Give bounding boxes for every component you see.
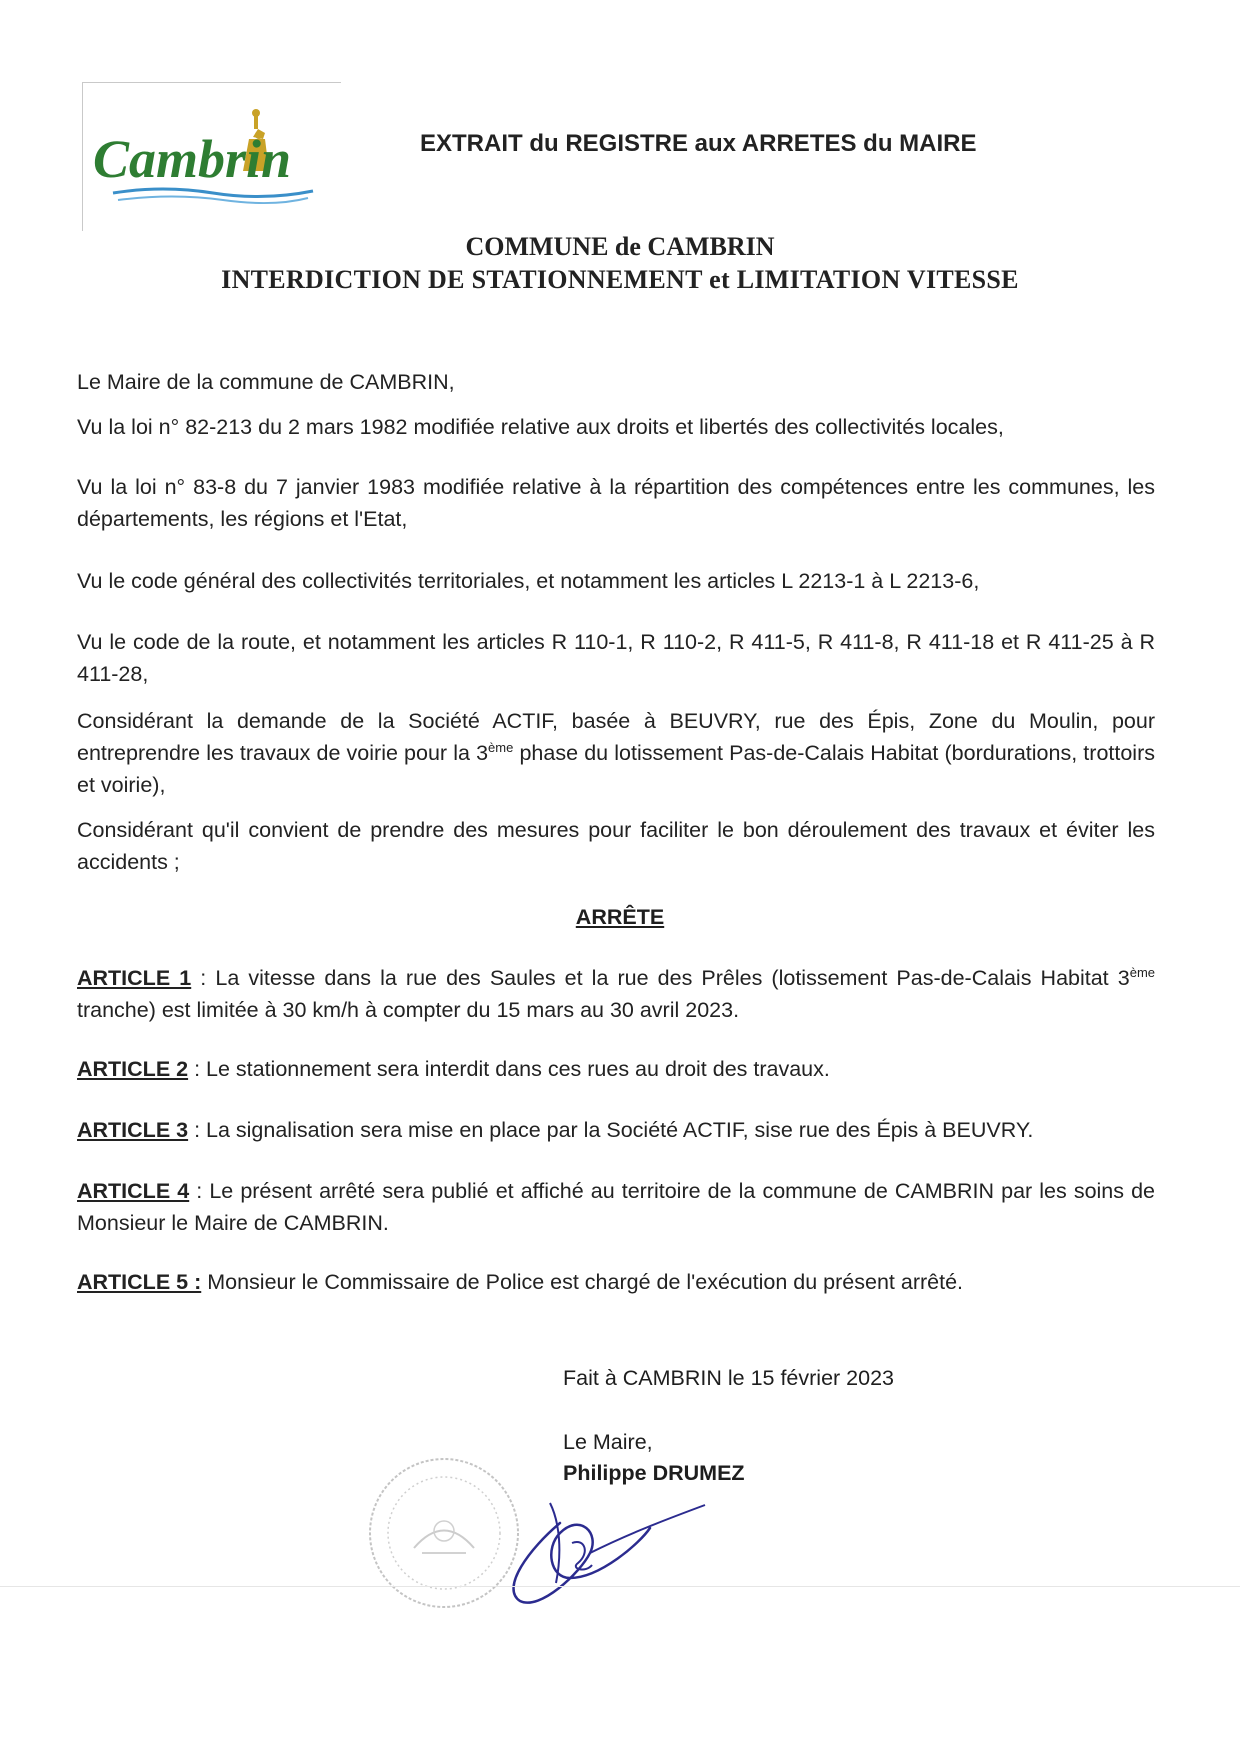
article-4-text: Le présent arrêté sera publié et affiché au territoire de la commune de CAMBRIN par les soins de Monsieur le Maire de CAMBRIN. [77, 1179, 1156, 1235]
article-3-label: ARTICLE 3 [77, 1118, 189, 1142]
article-1-separator: : [191, 966, 216, 990]
article-4-separator: : [189, 1179, 210, 1203]
article-1-label: ARTICLE 1 [77, 966, 192, 990]
article-1-superscript: ème [1129, 964, 1156, 980]
article-5-text: Monsieur le Commissaire de Police est chargé de l'exécution du présent arrêté. [207, 1270, 964, 1294]
article-3-text: La signalisation sera mise en place par la Société ACTIF, sise rue des Épis à BEUVRY. [206, 1118, 1034, 1142]
article-5-label: ARTICLE 5 : [77, 1270, 202, 1294]
article-4-label: ARTICLE 4 [77, 1179, 190, 1203]
article-2-label: ARTICLE 2 [77, 1057, 189, 1081]
maire-role: Le Maire, [563, 1430, 653, 1454]
article-1-text-b: tranche) est limitée à 30 km/h à compter du 15 mars au 30 avril 2023. [77, 998, 740, 1022]
article-1-text-a: La vitesse dans la rue des Saules et la rue des Prêles (lotissement Pas-de-Calais Habitat 3 [215, 966, 1130, 990]
preamble-mesures: Considérant qu'il convient de prendre des mesures pour faciliter le bon déroulement des travaux et éviter les accidents ; [77, 818, 1155, 874]
article-1 [77, 962, 1155, 1026]
preamble-loi-1983: Vu la loi n° 83-8 du 7 janvier 1983 modifiée relative à la répartition des compétences entre les communes, les départements, les régions et l'Etat, [77, 475, 1155, 531]
logo-frame [82, 82, 341, 231]
demande-superscript: ème [488, 739, 514, 755]
page-subtitle: INTERDICTION DE STATIONNEMENT et LIMITATION VITESSE [221, 265, 1019, 294]
maire-name: Philippe DRUMEZ [563, 1461, 745, 1485]
article-3 [77, 1114, 1155, 1146]
scan-line [0, 1586, 1240, 1587]
article-2-text: Le stationnement sera interdit dans ces rues au droit des travaux. [206, 1057, 830, 1081]
preamble-maire: Le Maire de la commune de CAMBRIN, [77, 370, 455, 394]
article-2-separator: : [188, 1057, 207, 1081]
cambrin-logo [93, 105, 333, 215]
article-5 [77, 1266, 1155, 1298]
arrete-heading: ARRÊTE [575, 905, 665, 929]
article-2 [77, 1053, 1155, 1085]
preamble-demande-actif [77, 705, 1155, 801]
preamble-loi-1982: Vu la loi n° 82-213 du 2 mars 1982 modifiée relative aux droits et libertés des collectivités locales, [77, 415, 1004, 439]
maire-block [563, 1427, 745, 1489]
preamble-code-collectivites: Vu le code général des collectivités territoriales, et notamment les articles L 2213-1 à L 2213-6, [77, 569, 980, 593]
registre-heading: EXTRAIT du REGISTRE aux ARRETES du MAIRE [420, 130, 977, 157]
demande-text-b: phase du lotissement Pas-de-Calais Habitat (bordurations, trottoirs et voirie), [77, 741, 1155, 797]
preamble-code-route: Vu le code de la route, et notamment les articles R 110-1, R 110-2, R 411-5, R 411-8, R 411-18 et R 411-25 à R 411-28, [77, 630, 1155, 686]
article-3-separator: : [188, 1118, 207, 1142]
page-title: COMMUNE de CAMBRIN [465, 232, 775, 261]
demande-text-a: Considérant la demande de la Société ACTIF, basée à BEUVRY, rue des Épis, Zone du Moulin, pour entreprendre les travaux de voirie pour la 3 [77, 709, 1155, 765]
signature-icon [490, 1493, 720, 1613]
fait-date: Fait à CAMBRIN le 15 février 2023 [563, 1366, 894, 1390]
article-4 [77, 1175, 1155, 1239]
logo-text: Cambrin [93, 129, 292, 189]
